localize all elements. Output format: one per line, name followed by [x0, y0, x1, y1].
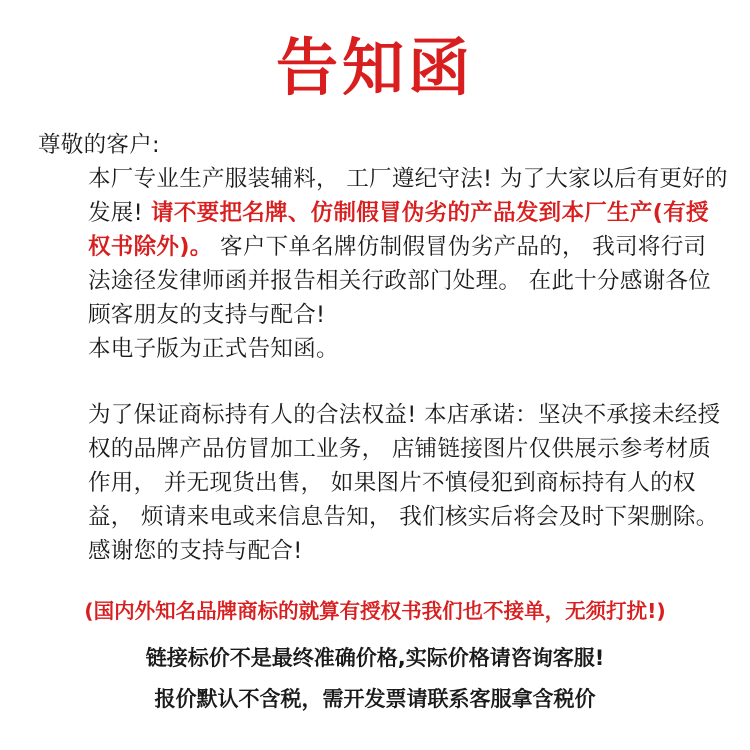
- brand-refusal-notice: (国内外知名品牌商标的就算有授权书我们也不接单，无须打扰!): [84, 599, 666, 623]
- tax-notice: 报价默认不含税，需开发票请联系客服拿含税价: [154, 687, 596, 711]
- paragraph-policy: [38, 162, 728, 332]
- paragraph-commitment: 为了保证商标持有人的合法权益! 本店承诺：坚决不承接未经授权的品牌产品仿冒加工业务， 店铺链接图片仅供展示参考材质作用， 并无现货出售， 如果图片不慎侵犯到商标持有人的权益， 烦请来电或来信息告知， 我们核实后将会及时下架删除。感谢您的支持与配合!: [88, 402, 721, 564]
- price-disclaimer: 链接标价不是最终准确价格,实际价格请咨询客服!: [145, 646, 605, 670]
- paragraph-policy-lead: 本厂专业生产服装辅料， 工厂遵纪守法! 为了大家以后有更好的发展!: [88, 166, 728, 226]
- greeting: 尊敬的客户:: [38, 132, 160, 158]
- paragraph-policy-warning: 请不要把名牌、仿制假冒伪劣的产品发到本厂生产(有授权书除外)。: [88, 200, 709, 260]
- letter-body-commitment: [38, 398, 728, 568]
- paragraph-official-notice: 本电子版为正式告知函。: [88, 336, 339, 362]
- paragraph-policy-tail: 客户下单名牌仿制假冒伪劣产品的， 我司将行司法途径发律师函并报告相关行政部门处理。 在此十分感谢各位顾客朋友的支持与配合!: [88, 234, 712, 328]
- letter-body-main: [38, 128, 728, 366]
- page-title: 告知函: [275, 31, 474, 104]
